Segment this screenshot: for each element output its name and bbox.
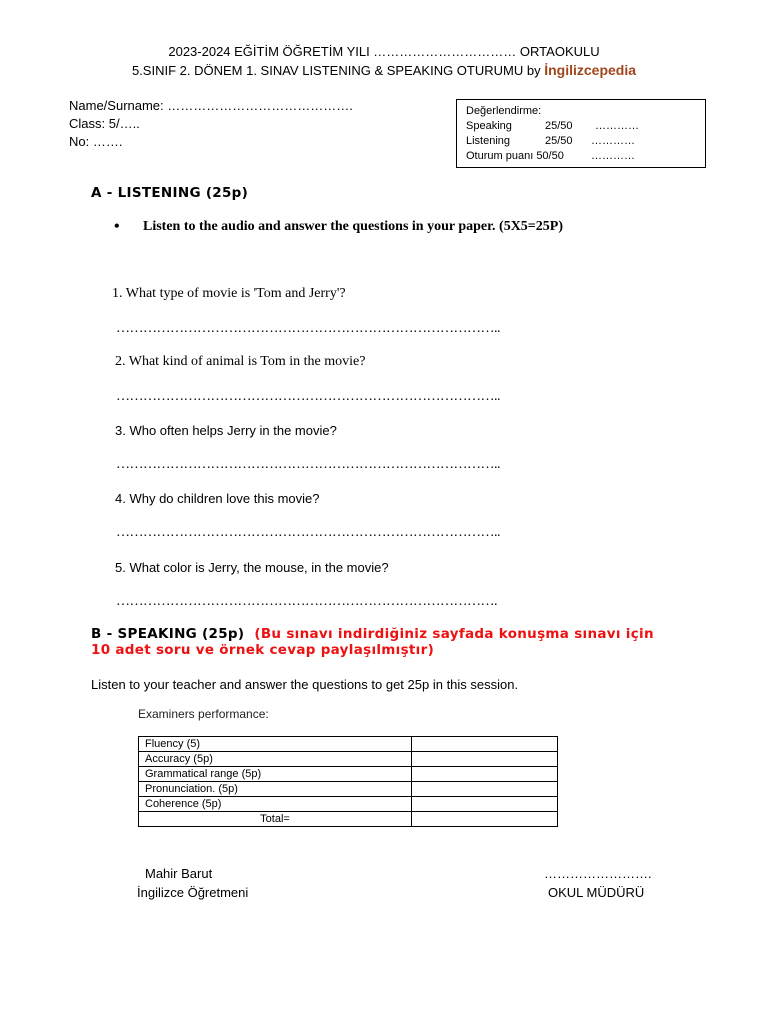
criterion-cell: Fluency (5) bbox=[139, 737, 412, 752]
header-line-2 bbox=[0, 62, 768, 78]
criterion-cell: Coherence (5p) bbox=[139, 797, 412, 812]
question-3: 3. Who often helps Jerry in the movie? bbox=[115, 423, 337, 438]
speaking-note: (Bu sınavı indirdiğiniz sayfada konuşma sınavı için bbox=[254, 626, 654, 642]
brand-name: İngilizcepedia bbox=[544, 62, 637, 78]
table-row bbox=[139, 737, 558, 752]
eval-row-label: Oturum puanı 50/50 bbox=[466, 150, 564, 162]
performance-table bbox=[138, 736, 558, 827]
listening-title: A - LISTENING (25p) bbox=[91, 185, 249, 201]
table-row bbox=[139, 797, 558, 812]
class-field: Class: 5/….. bbox=[69, 116, 140, 131]
teacher-name: Mahir Barut bbox=[145, 866, 213, 881]
answer-line-3: ………………………………………………………………………….. bbox=[116, 457, 500, 472]
number-field: No: ……. bbox=[69, 134, 123, 149]
score-cell[interactable] bbox=[412, 797, 558, 812]
table-row bbox=[139, 752, 558, 767]
name-field: Name/Surname: ……………………………………. bbox=[69, 98, 353, 113]
table-row bbox=[139, 767, 558, 782]
answer-line-2: ………………………………………………………………………….. bbox=[116, 389, 500, 404]
criterion-cell: Accuracy (5p) bbox=[139, 752, 412, 767]
header-line-1: 2023-2024 EĞİTİM ÖĞRETİM YILI …………………………… ORTAOKULU bbox=[168, 44, 600, 59]
principal-title: OKUL MÜDÜRÜ bbox=[548, 885, 645, 900]
score-cell[interactable] bbox=[412, 752, 558, 767]
eval-row-label: Listening bbox=[466, 135, 511, 147]
total-cell[interactable] bbox=[412, 812, 558, 827]
eval-row-score: 25/50 bbox=[545, 135, 573, 147]
eval-row-blank: ………… bbox=[591, 135, 635, 147]
question-1: 1. What type of movie is 'Tom and Jerry'? bbox=[112, 286, 346, 301]
answer-line-5: …………………………………………………………………………. bbox=[116, 594, 497, 609]
speaking-title-line bbox=[91, 626, 654, 642]
speaking-note-line-2: 10 adet soru ve örnek cevap paylaşılmıştır) bbox=[91, 642, 435, 658]
principal-signature-line: ……………………. bbox=[544, 866, 652, 881]
score-cell[interactable] bbox=[412, 782, 558, 797]
teacher-title: İngilizce Öğretmeni bbox=[137, 885, 249, 900]
answer-line-4: ………………………………………………………………………….. bbox=[116, 525, 500, 540]
criterion-cell: Grammatical range (5p) bbox=[139, 767, 412, 782]
answer-line-1: ………………………………………………………………………….. bbox=[116, 321, 500, 336]
total-label-cell: Total= bbox=[139, 812, 412, 827]
score-cell[interactable] bbox=[412, 767, 558, 782]
question-4: 4. Why do children love this movie? bbox=[115, 491, 320, 506]
bullet-icon: • bbox=[114, 218, 120, 235]
eval-row-label: Speaking bbox=[466, 120, 512, 132]
examiners-label: Examiners performance: bbox=[138, 707, 269, 721]
header-line-2-text: 5.SINIF 2. DÖNEM 1. SINAV LISTENING & SPEAKING OTURUMU by bbox=[131, 63, 545, 78]
speaking-title: B - SPEAKING (25p) bbox=[91, 626, 245, 642]
eval-row-blank: ………… bbox=[591, 150, 635, 162]
score-cell[interactable] bbox=[412, 737, 558, 752]
evaluation-box bbox=[456, 99, 706, 168]
speaking-instruction: Listen to your teacher and answer the questions to get 25p in this session. bbox=[91, 677, 519, 692]
question-2: 2. What kind of animal is Tom in the movie? bbox=[115, 354, 366, 369]
eval-row-blank: ………… bbox=[595, 120, 639, 132]
listening-instruction: Listen to the audio and answer the questions in your paper. (5X5=25P) bbox=[143, 219, 563, 234]
table-row bbox=[139, 812, 558, 827]
table-row bbox=[139, 782, 558, 797]
criterion-cell: Pronunciation. (5p) bbox=[139, 782, 412, 797]
evaluation-title: Değerlendirme: bbox=[466, 105, 542, 117]
eval-row-score: 25/50 bbox=[545, 120, 573, 132]
question-5: 5. What color is Jerry, the mouse, in the movie? bbox=[115, 560, 389, 575]
